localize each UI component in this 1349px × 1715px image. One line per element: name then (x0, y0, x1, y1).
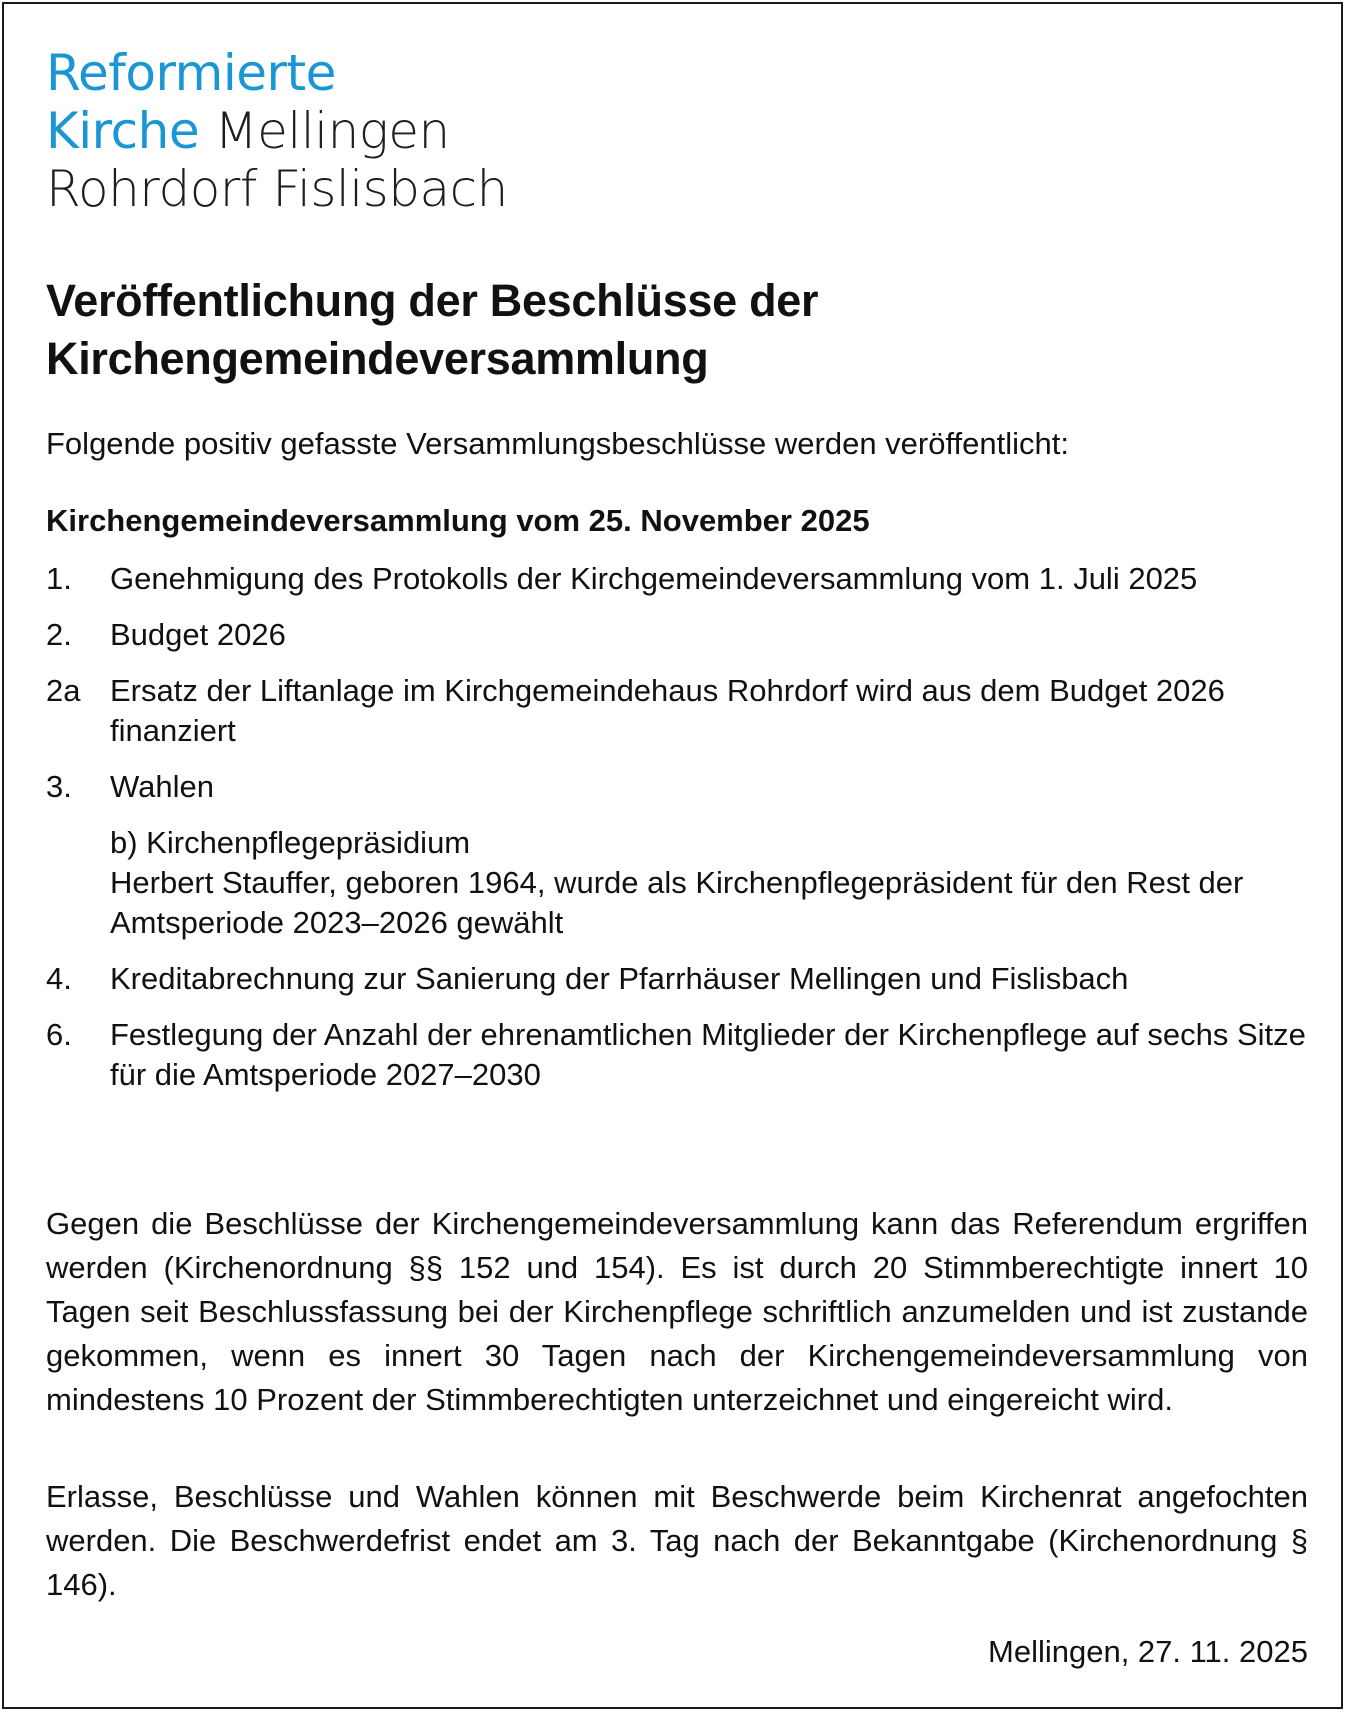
item-text: Budget 2026 (110, 617, 286, 652)
page-title (46, 272, 818, 388)
resolution-list (46, 559, 1308, 1111)
item-text: Genehmigung des Protokolls der Kirchgemeindeversammlung vom 1. Juli 2025 (110, 561, 1198, 596)
item-number: 2a (46, 673, 81, 708)
list-item (46, 959, 1308, 999)
item-text: Wahlen (110, 769, 214, 804)
election-subsection (110, 823, 1308, 943)
appeal-paragraph: Erlasse, Beschlüsse und Wahlen können mit Beschwerde beim Kirchenrat angefochten werden. Die Beschwerdefrist endet am 3. Tag nach der Bekanntgabe (Kirchenordnung § 146). (46, 1479, 1308, 1602)
list-item (46, 559, 1308, 599)
title-line-1: Veröffentlichung der Beschlüsse der (46, 275, 819, 326)
item-number: 1. (46, 561, 72, 596)
church-logo (46, 44, 508, 218)
logo-mellingen: Mellingen (214, 102, 450, 160)
logo-kirche: Kirche (46, 102, 200, 160)
signature-date: Mellingen, 27. 11. 2025 (988, 1634, 1308, 1669)
item-text: Festlegung der Anzahl der ehrenamtlichen Mitglieder der Kirchenpflege auf sechs Sitze für die Amtsperiode 2027–2030 (110, 1017, 1306, 1092)
item-number: 2. (46, 617, 72, 652)
title-line-2: Kirchengemeindeversammlung (46, 333, 709, 384)
list-item (46, 767, 1308, 807)
logo-rohrdorf-fislisbach: Rohrdorf Fislisbach (46, 160, 508, 218)
item-number: 3. (46, 769, 72, 804)
item-text: Ersatz der Liftanlage im Kirchgemeindehaus Rohrdorf wird aus dem Budget 2026 finanziert (110, 673, 1225, 748)
list-item (46, 1015, 1308, 1095)
election-sub-text: Herbert Stauffer, geboren 1964, wurde als Kirchenpflegepräsident für den Rest der Amtsperiode 2023–2026 gewählt (110, 865, 1244, 940)
intro-text: Folgende positiv gefasste Versammlungsbeschlüsse werden veröffentlicht: (46, 426, 1069, 461)
logo-reformierte: Reformierte (46, 44, 336, 102)
notice-frame (2, 2, 1343, 1709)
item-number: 6. (46, 1017, 72, 1052)
referendum-paragraph: Gegen die Beschlüsse der Kirchengemeindeversammlung kann das Referendum ergriffen werden (Kirchenordnung §§ 152 und 154). Es ist durch 20 Stimmberechtigte innert 10 Tagen seit Beschlussfassung bei der Kirchenpflege schriftlich anzumelden und ist zustande gekommen, wenn es innert 30 Tagen nach der Kirchengemeindeversammlung von mindestens 10 Prozent der Stimmberechtigten unterzeichnet und eingereicht wird. (46, 1206, 1308, 1417)
meeting-heading: Kirchengemeindeversammlung vom 25. November 2025 (46, 503, 870, 538)
list-item (46, 615, 1308, 655)
item-text: Kreditabrechnung zur Sanierung der Pfarrhäuser Mellingen und Fislisbach (110, 961, 1129, 996)
item-number: 4. (46, 961, 72, 996)
election-sub-heading: b) Kirchenpflegepräsidium (110, 825, 471, 860)
list-item (46, 671, 1308, 751)
